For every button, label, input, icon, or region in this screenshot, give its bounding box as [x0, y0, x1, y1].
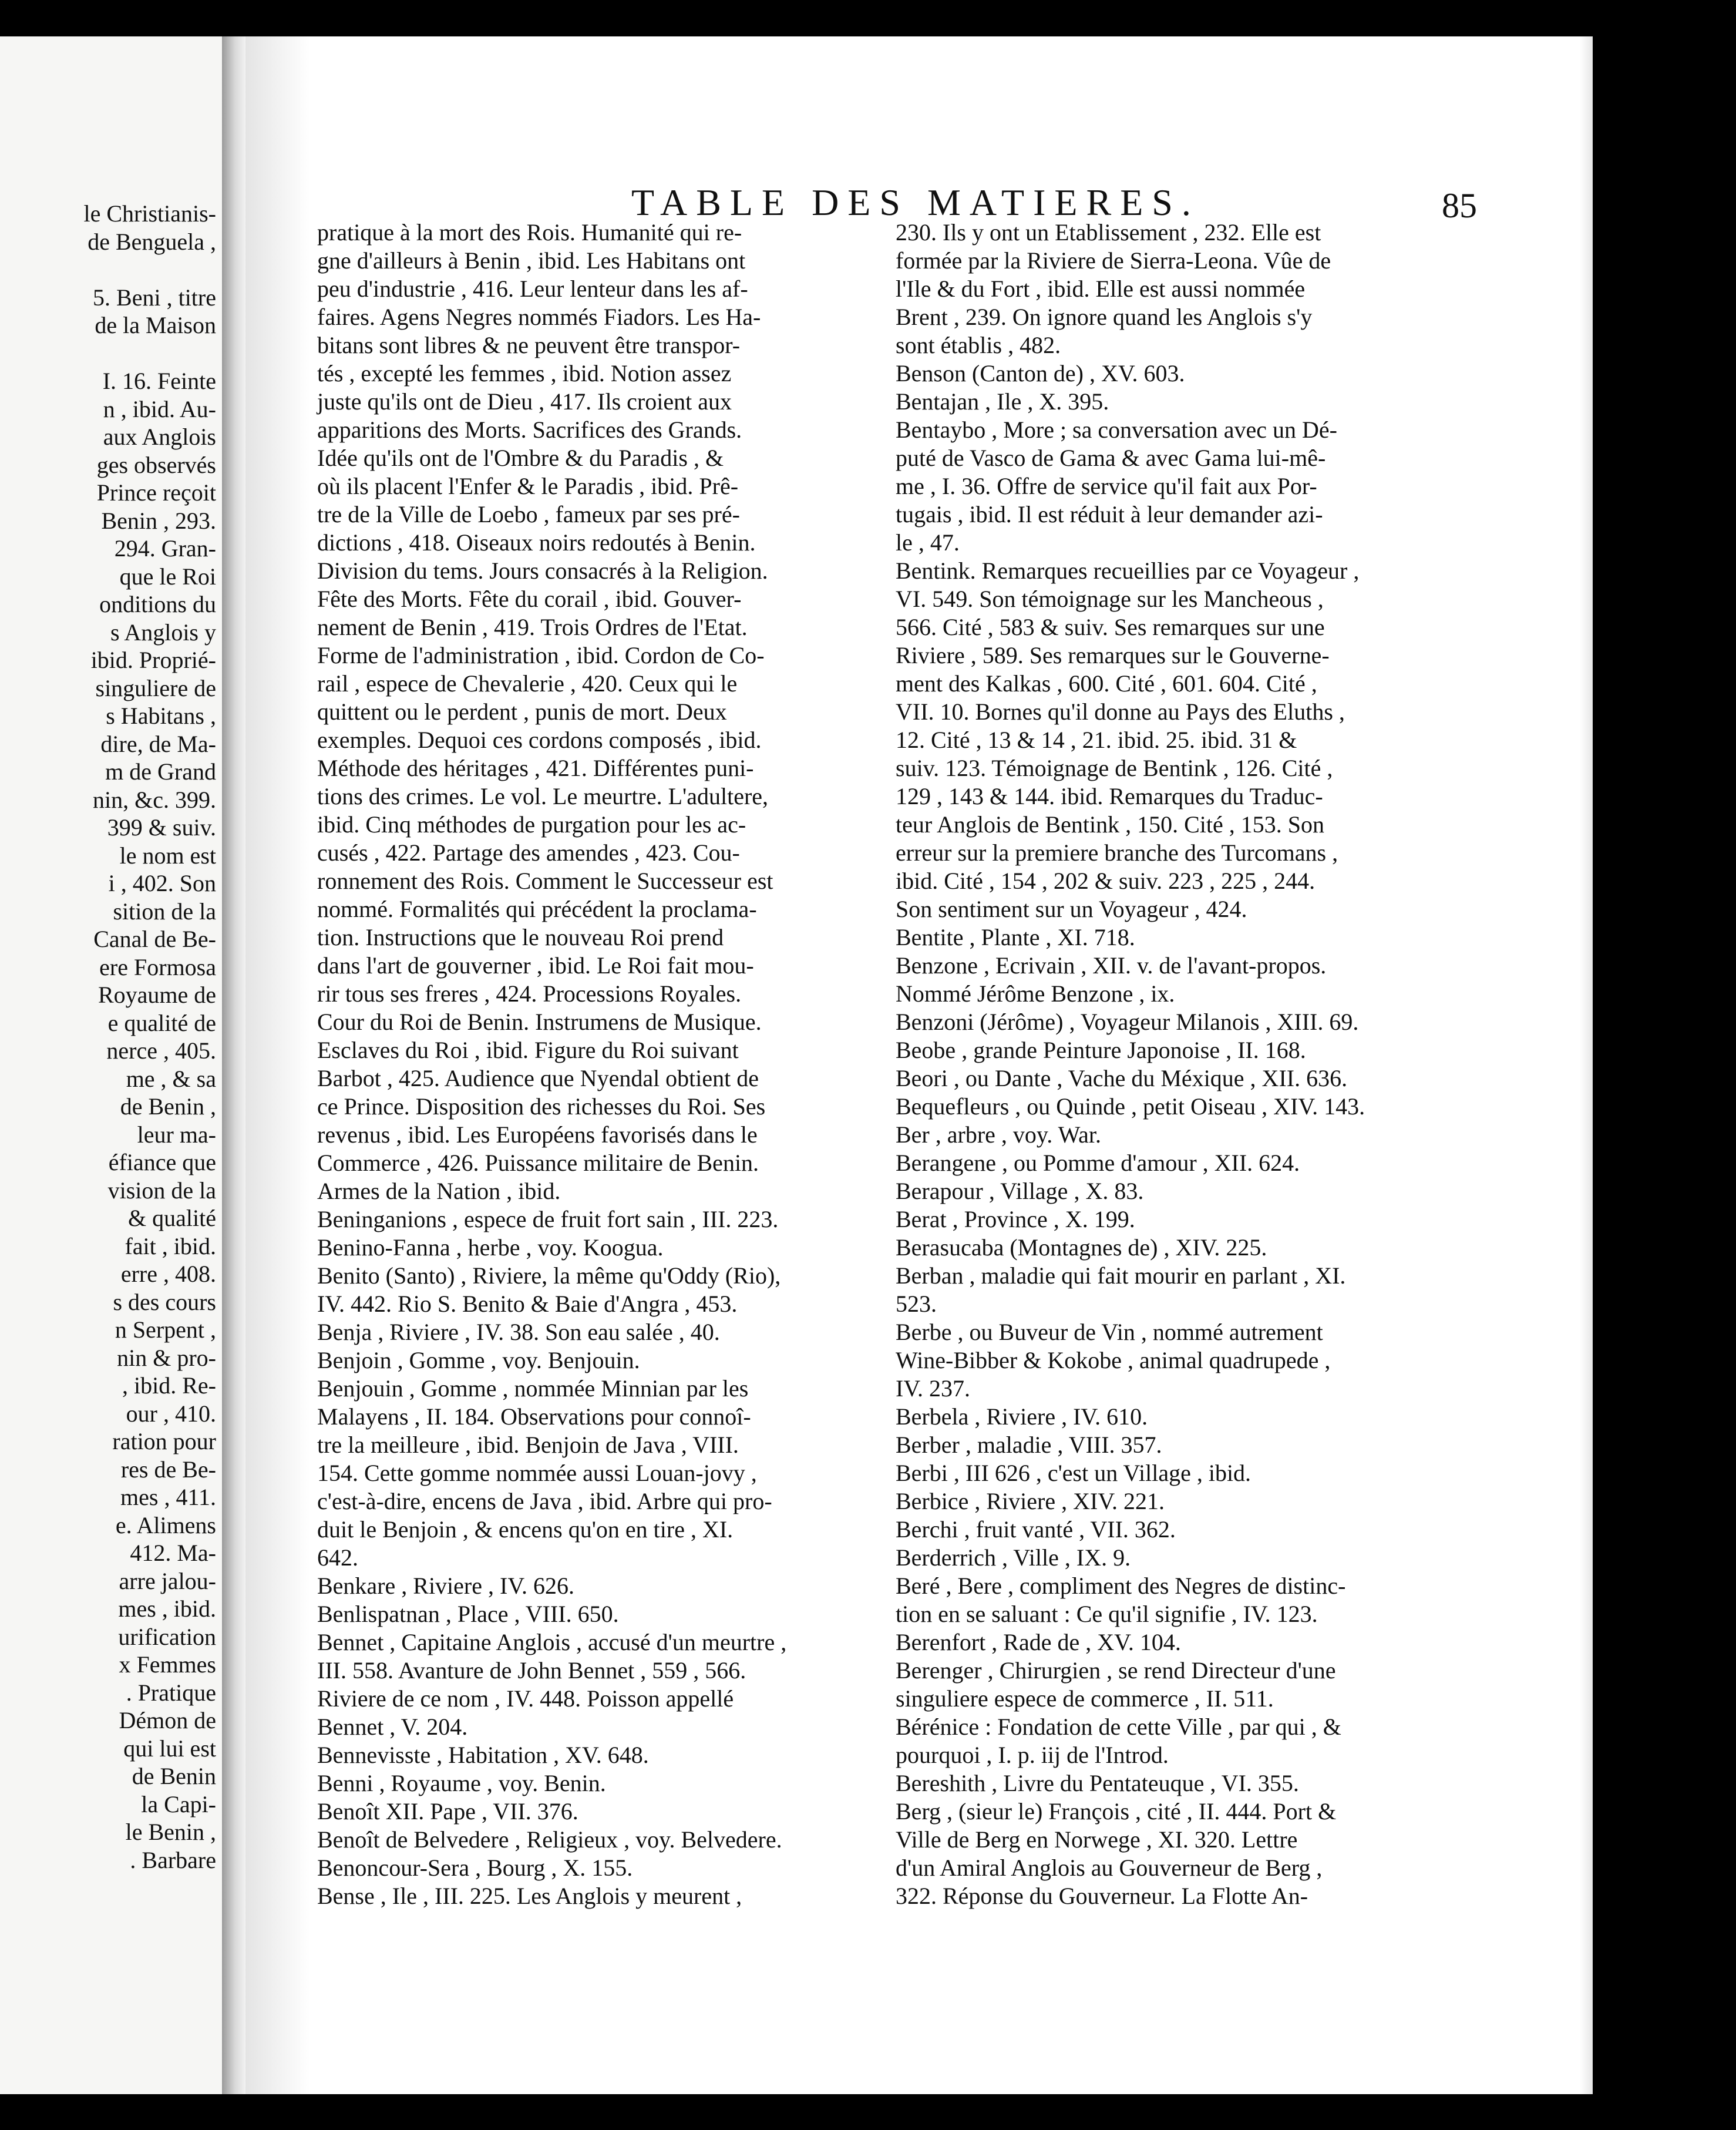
index-line: d'un Amiral Anglois au Gouverneur de Berg , — [896, 1854, 1323, 1881]
facing-page-fragment: 412. Ma- — [130, 1540, 216, 1566]
index-line: Esclaves du Roi , ibid. Figure du Roi suivant — [317, 1037, 739, 1063]
index-line: Fête des Morts. Fête du corail , ibid. Gouver- — [317, 586, 742, 612]
index-line: 642. — [317, 1544, 358, 1571]
facing-page-fragment: arre jalou- — [119, 1567, 216, 1594]
index-line: Barbot , 425. Audience que Nyendal obtient de — [317, 1065, 759, 1091]
facing-page-fragment: m de Grand — [105, 758, 216, 785]
index-line: Benito (Santo) , Riviere, la même qu'Oddy (Rio), — [317, 1262, 781, 1289]
facing-page-fragment: i , 402. Son — [108, 870, 216, 896]
index-line: erreur sur la premiere branche des Turcomans , — [896, 839, 1338, 866]
index-line: Benson (Canton de) , XV. 603. — [896, 360, 1185, 387]
facing-page-fragment: s des cours — [113, 1288, 216, 1315]
index-line: revenus , ibid. Les Européens favorisés dans le — [317, 1121, 758, 1148]
index-line: Benjouin , Gomme , nommée Minnian par les — [317, 1375, 749, 1402]
index-line: Méthode des héritages , 421. Différentes puni- — [317, 755, 754, 781]
index-line: formée par la Riviere de Sierra-Leona. Vûe de — [896, 247, 1331, 274]
index-line: Benino-Fanna , herbe , voy. Koogua. — [317, 1234, 664, 1261]
index-line: Nommé Jérôme Benzone , ix. — [896, 980, 1175, 1007]
facing-page-fragment: onditions du — [99, 591, 216, 617]
index-line: Berchi , fruit vanté , VII. 362. — [896, 1516, 1176, 1543]
index-line: dans l'art de gouverner , ibid. Le Roi fait mou- — [317, 952, 754, 979]
index-line: Benoît XII. Pape , VII. 376. — [317, 1798, 578, 1825]
facing-page-fragment: e qualité de — [107, 1009, 216, 1036]
index-line: Berg , (sieur le) François , cité , II. 444. Port & — [896, 1798, 1337, 1825]
index-line: Berbe , ou Buveur de Vin , nommé autrement — [896, 1319, 1323, 1345]
scan-border-bottom — [0, 2094, 1736, 2130]
index-line: Beninganions , espece de fruit fort sain , III. 223. — [317, 1206, 779, 1232]
index-line: Armes de la Nation , ibid. — [317, 1178, 561, 1204]
index-line: Berat , Province , X. 199. — [896, 1206, 1135, 1232]
index-line: gne d'ailleurs à Benin , ibid. Les Habitans ont — [317, 247, 746, 274]
index-line: rail , espece de Chevalerie , 420. Ceux qui le — [317, 670, 738, 697]
running-header-title: TABLE DES MATIERES. — [631, 182, 1200, 223]
page-shadow — [245, 36, 310, 2094]
index-line: Berapour , Village , X. 83. — [896, 1178, 1144, 1204]
facing-page-fragment: aux Anglois — [103, 424, 216, 450]
facing-page-fragment: Démon de — [119, 1707, 216, 1733]
index-line: Bense , Ile , III. 225. Les Anglois y meurent , — [317, 1883, 742, 1909]
facing-page-fragment: erre , 408. — [120, 1261, 216, 1287]
index-line: Berangene , ou Pomme d'amour , XII. 624. — [896, 1150, 1300, 1176]
index-line: nement de Benin , 419. Trois Ordres de l'Etat. — [317, 614, 748, 640]
index-line: Beori , ou Dante , Vache du Méxique , XII. 636. — [896, 1065, 1348, 1091]
index-line: dictions , 418. Oiseaux noirs redoutés à Benin. — [317, 529, 756, 556]
index-line: tions des crimes. Le vol. Le meurtre. L'adultere, — [317, 783, 769, 809]
index-line: duit le Benjoin , & encens qu'on en tire , XI. — [317, 1516, 734, 1543]
facing-page-fragment: éfiance que — [108, 1149, 216, 1175]
page-edge — [1580, 36, 1593, 2094]
index-line: III. 558. Avanture de John Bennet , 559 , 566. — [317, 1657, 746, 1684]
index-line: 12. Cité , 13 & 14 , 21. ibid. 25. ibid. 31 & — [896, 727, 1297, 753]
facing-page-fragment: 294. Gran- — [114, 535, 216, 562]
facing-page-fragment: e. Alimens — [115, 1511, 216, 1538]
facing-page-fragment: la Capi- — [141, 1790, 216, 1817]
index-line: Commerce , 426. Puissance militaire de Benin. — [317, 1150, 759, 1176]
index-line: Bennevisste , Habitation , XV. 648. — [317, 1742, 649, 1768]
facing-page-fragment: & qualité — [128, 1205, 216, 1231]
index-line: Benlispatnan , Place , VIII. 650. — [317, 1601, 619, 1627]
index-line: Riviere , 589. Ses remarques sur le Gouverne- — [896, 642, 1330, 668]
index-line: Bérénice : Fondation de cette Ville , par qui , & — [896, 1714, 1341, 1740]
index-line: teur Anglois de Bentink , 150. Cité , 153. Son — [896, 811, 1324, 838]
index-line: Berber , maladie , VIII. 357. — [896, 1432, 1162, 1458]
facing-page-fragment: x Femmes — [119, 1651, 216, 1678]
index-line: c'est-à-dire, encens de Java , ibid. Arbre qui pro- — [317, 1488, 772, 1514]
index-line: Brent , 239. On ignore quand les Anglois s'y — [896, 304, 1313, 330]
facing-page-fragment: ration pour — [112, 1428, 216, 1454]
facing-page-fragment: me , & sa — [126, 1065, 216, 1092]
facing-page-fragment: Benin , 293. — [101, 507, 216, 534]
index-line: Cour du Roi de Benin. Instrumens de Musique. — [317, 1009, 762, 1035]
index-line: suiv. 123. Témoignage de Bentink , 126. Cité , — [896, 755, 1333, 781]
facing-page-fragment: le nom est — [119, 842, 216, 869]
index-line: Benja , Riviere , IV. 38. Son eau salée , 40. — [317, 1319, 720, 1345]
index-line: tugais , ibid. Il est réduit à leur demander azi- — [896, 501, 1323, 528]
index-line: Bequefleurs , ou Quinde , petit Oiseau , XIV. 143. — [896, 1093, 1365, 1120]
facing-page-fragment: s Anglois y — [110, 619, 216, 646]
index-line: Bereshith , Livre du Pentateuque , VI. 355. — [896, 1770, 1299, 1796]
facing-page-fragment: ibid. Proprié- — [90, 647, 216, 673]
facing-page-fragment: dire, de Ma- — [100, 730, 216, 757]
index-line: ment des Kalkas , 600. Cité , 601. 604. Cité , — [896, 670, 1317, 697]
facing-page-fragment: Canal de Be- — [93, 926, 216, 952]
facing-page-fragment: . Pratique — [126, 1679, 216, 1706]
page-number: 85 — [1442, 186, 1477, 225]
facing-page-fragment: nin, &c. 399. — [93, 786, 216, 813]
facing-page-fragment: nerce , 405. — [106, 1037, 216, 1064]
index-line: 322. Réponse du Gouverneur. La Flotte An- — [896, 1883, 1308, 1909]
facing-page-fragment: le Christianis- — [83, 200, 216, 227]
facing-page-fragment: our , 410. — [126, 1400, 216, 1427]
index-line: me , I. 36. Offre de service qu'il fait aux Por- — [896, 473, 1317, 499]
index-line: rir tous ses freres , 424. Processions Royales. — [317, 980, 742, 1007]
index-line: Beré , Bere , compliment des Negres de distinc- — [896, 1573, 1346, 1599]
index-line: IV. 237. — [896, 1375, 971, 1402]
facing-page-fragment: nin & pro- — [117, 1344, 216, 1371]
index-line: Bentink. Remarques recueillies par ce Voyageur , — [896, 557, 1360, 584]
index-line: Benzoni (Jérôme) , Voyageur Milanois , XIII. 69. — [896, 1009, 1359, 1035]
index-line: le , 47. — [896, 529, 960, 556]
facing-page-fragment: res de Be- — [120, 1456, 216, 1483]
index-line: IV. 442. Rio S. Benito & Baie d'Angra , 453. — [317, 1291, 738, 1317]
index-line: pourquoi , I. p. iij de l'Introd. — [896, 1742, 1169, 1768]
index-line: tion en se saluant : Ce qu'il signifie , IV. 123. — [896, 1601, 1318, 1627]
index-line: Berbela , Riviere , IV. 610. — [896, 1403, 1148, 1430]
facing-page-fragment: que le Roi — [119, 563, 216, 590]
index-line: Benkare , Riviere , IV. 626. — [317, 1573, 575, 1599]
index-line: Wine-Bibber & Kokobe , animal quadrupede , — [896, 1347, 1331, 1373]
facing-page-fragment: de Benin , — [120, 1093, 216, 1120]
index-line: Berenfort , Rade de , XV. 104. — [896, 1629, 1181, 1655]
index-line: bitans sont libres & ne peuvent être transpor- — [317, 332, 741, 358]
facing-page-fragment: de la Maison — [95, 312, 216, 338]
index-line: tés , excepté les femmes , ibid. Notion assez — [317, 360, 732, 387]
index-line: ronnement des Rois. Comment le Successeur est — [317, 868, 773, 894]
scan-border-right — [1593, 36, 1736, 2094]
index-line: ibid. Cinq méthodes de purgation pour les ac- — [317, 811, 746, 838]
index-line: ce Prince. Disposition des richesses du Roi. Ses — [317, 1093, 766, 1120]
index-line: 129 , 143 & 144. ibid. Remarques du Traduc- — [896, 783, 1323, 809]
facing-page-fragment: Royaume de — [97, 982, 216, 1008]
index-line: Berenger , Chirurgien , se rend Directeur d'une — [896, 1657, 1336, 1684]
facing-page-fragment: qui lui est — [123, 1735, 216, 1762]
index-line: Berban , maladie qui fait mourir en parlant , XI. — [896, 1262, 1346, 1289]
facing-page-fragment: mes , ibid. — [118, 1595, 216, 1622]
facing-page-fragment: n , ibid. Au- — [103, 395, 216, 422]
index-line: nommé. Formalités qui précédent la proclama- — [317, 896, 757, 922]
facing-page-fragment: ges observés — [96, 451, 216, 478]
index-line: ibid. Cité , 154 , 202 & suiv. 223 , 225 , 244. — [896, 868, 1316, 894]
index-line: singuliere espece de commerce , II. 511. — [896, 1685, 1274, 1712]
facing-page-fragment: singuliere de — [95, 674, 216, 701]
index-line: Malayens , II. 184. Observations pour connoî- — [317, 1403, 751, 1430]
facing-page-fragment: leur ma- — [137, 1121, 216, 1148]
facing-page-fragment: s Habitans , — [106, 703, 216, 729]
index-line: 566. Cité , 583 & suiv. Ses remarques sur une — [896, 614, 1325, 640]
index-line: Bentajan , Ile , X. 395. — [896, 388, 1109, 415]
facing-page-fragment: fait , ibid. — [125, 1232, 216, 1259]
index-line: Ville de Berg en Norwege , XI. 320. Lettre — [896, 1826, 1298, 1853]
index-line: peu d'industrie , 416. Leur lenteur dans les af- — [317, 276, 748, 302]
index-line: tre de la Ville de Loebo , fameux par ses pré- — [317, 501, 740, 528]
index-line: Bennet , V. 204. — [317, 1714, 468, 1740]
index-line: Beobe , grande Peinture Japonoise , II. 168. — [896, 1037, 1306, 1063]
facing-page-fragment: I. 16. Feinte — [102, 368, 216, 394]
index-line: 523. — [896, 1291, 937, 1317]
index-line: exemples. Dequoi ces cordons composés , ibid. — [317, 727, 762, 753]
facing-page-fragment: . Barbare — [130, 1846, 216, 1873]
index-line: Idée qu'ils ont de l'Ombre & du Paradis , & — [317, 445, 724, 471]
scan-border-top — [0, 0, 1736, 36]
index-line: cusés , 422. Partage des amendes , 423. Cou- — [317, 839, 740, 866]
index-line: tion. Instructions que le nouveau Roi prend — [317, 924, 724, 950]
facing-page-fragment: de Benin — [132, 1763, 216, 1789]
index-line: pratique à la mort des Rois. Humanité qui re- — [317, 219, 742, 246]
book-gutter — [222, 36, 245, 2094]
index-line: puté de Vasco de Gama & avec Gama lui-mê- — [896, 445, 1326, 471]
index-line: Benjoin , Gomme , voy. Benjouin. — [317, 1347, 640, 1373]
facing-page-fragment: vision de la — [107, 1177, 216, 1204]
facing-page-fragment: de Benguela , — [88, 228, 216, 255]
index-line: juste qu'ils ont de Dieu , 417. Ils croient aux — [317, 388, 732, 415]
index-line: Riviere de ce nom , IV. 448. Poisson appellé — [317, 1685, 734, 1712]
index-line: l'Ile & du Fort , ibid. Elle est aussi nommée — [896, 276, 1306, 302]
index-line: Benoncour-Sera , Bourg , X. 155. — [317, 1854, 633, 1881]
index-line: Berbice , Riviere , XIV. 221. — [896, 1488, 1165, 1514]
index-line: faires. Agens Negres nommés Fiadors. Les Ha- — [317, 304, 761, 330]
facing-page-fragment: le Benin , — [125, 1819, 216, 1845]
facing-page-fragment: ere Formosa — [99, 953, 216, 980]
facing-page-fragment: urification — [118, 1623, 216, 1650]
index-line: Berderrich , Ville , IX. 9. — [896, 1544, 1131, 1571]
facing-page-fragment: , ibid. Re- — [122, 1372, 216, 1399]
index-line: Division du tems. Jours consacrés à la Religion. — [317, 557, 768, 584]
index-line: où ils placent l'Enfer & le Paradis , ibid. Prê- — [317, 473, 739, 499]
index-line: Benoît de Belvedere , Religieux , voy. Belvedere. — [317, 1826, 782, 1853]
facing-page-fragment: mes , 411. — [120, 1484, 216, 1510]
facing-page-fragment: sition de la — [113, 898, 216, 925]
index-line: Berasucaba (Montagnes de) , XIV. 225. — [896, 1234, 1267, 1261]
index-line: Benni , Royaume , voy. Benin. — [317, 1770, 606, 1796]
index-line: VII. 10. Bornes qu'il donne au Pays des Eluths , — [896, 698, 1345, 725]
index-line: Ber , arbre , voy. War. — [896, 1121, 1101, 1148]
index-line: Son sentiment sur un Voyageur , 424. — [896, 896, 1247, 922]
index-line: tre la meilleure , ibid. Benjoin de Java , VIII. — [317, 1432, 739, 1458]
index-line: VI. 549. Son témoignage sur les Mancheous , — [896, 586, 1324, 612]
index-line: Berbi , III 626 , c'est un Village , ibid. — [896, 1460, 1251, 1486]
index-line: Bentaybo , More ; sa conversation avec un Dé- — [896, 416, 1337, 443]
index-line: 230. Ils y ont un Etablissement , 232. Elle est — [896, 219, 1321, 246]
index-line: Bentite , Plante , XI. 718. — [896, 924, 1135, 950]
facing-page-fragment: 5. Beni , titre — [93, 284, 216, 311]
facing-page-fragment: n Serpent , — [115, 1316, 216, 1343]
facing-page-fragment: 399 & suiv. — [107, 814, 216, 841]
index-line: sont établis , 482. — [896, 332, 1061, 358]
index-line: Forme de l'administration , ibid. Cordon de Co- — [317, 642, 765, 668]
index-line: Bennet , Capitaine Anglois , accusé d'un meurtre , — [317, 1629, 787, 1655]
index-line: apparitions des Morts. Sacrifices des Grands. — [317, 416, 742, 443]
index-line: Benzone , Ecrivain , XII. v. de l'avant-propos. — [896, 952, 1327, 979]
index-line: 154. Cette gomme nommée aussi Louan-jovy , — [317, 1460, 757, 1486]
index-line: quittent ou le perdent , punis de mort. Deux — [317, 698, 727, 725]
facing-page-fragment: Prince reçoit — [96, 479, 216, 506]
